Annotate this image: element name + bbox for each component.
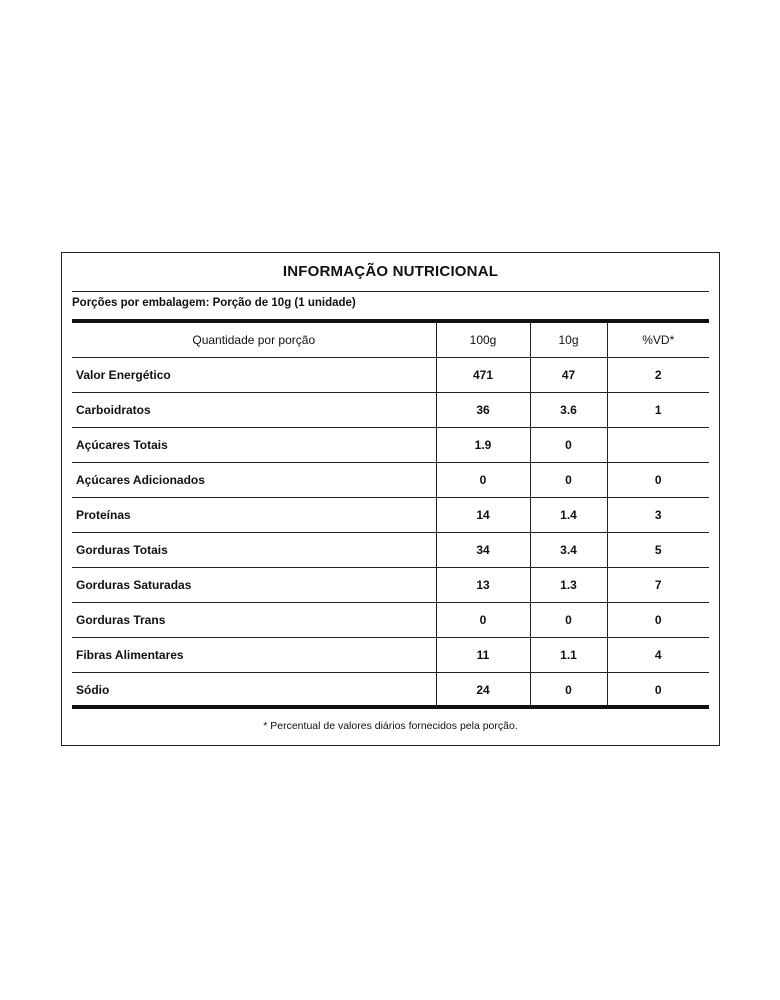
value-per-100g: 1.9: [436, 428, 530, 463]
table-row: [72, 428, 709, 463]
table-row: [72, 463, 709, 498]
value-per-portion: 0: [530, 673, 607, 708]
nutrient-name: Sódio: [76, 683, 110, 697]
value-per-portion: 0: [530, 428, 607, 463]
value-per-portion: 1.1: [530, 638, 607, 673]
nutrient-name: Gorduras Saturadas: [72, 568, 436, 603]
table-bottom-rule: [72, 705, 709, 709]
header-vd: %VD*: [607, 323, 709, 358]
table-row: [72, 393, 709, 428]
value-vd: 4: [607, 638, 709, 673]
value-per-100g: 0: [436, 603, 530, 638]
value-vd: 7: [607, 568, 709, 603]
table-row: [72, 638, 709, 673]
nutrient-name: Açúcares Adicionados: [72, 463, 436, 498]
value-per-portion: 0: [530, 603, 607, 638]
portions-info: Porções por embalagem: Porção de 10g (1 unidade): [72, 297, 356, 309]
label-title: INFORMAÇÃO NUTRICIONAL: [282, 263, 499, 280]
nutrient-name: Valor Energético: [72, 358, 436, 393]
nutrient-name: Carboidratos: [72, 393, 436, 428]
value-vd: 0: [607, 463, 709, 498]
value-per-portion: 1.3: [530, 568, 607, 603]
title-divider: [72, 291, 709, 292]
header-per-portion: 10g: [530, 323, 607, 358]
value-per-100g: 14: [436, 498, 530, 533]
value-vd: 0: [607, 603, 709, 638]
header-per-100g: 100g: [436, 323, 530, 358]
value-per-portion: 1.4: [530, 498, 607, 533]
value-vd: 5: [607, 533, 709, 568]
nutrient-name: Gorduras Trans: [72, 603, 436, 638]
value-per-100g: 0: [436, 463, 530, 498]
value-per-100g: 24: [436, 673, 530, 708]
value-vd: 3: [607, 498, 709, 533]
nutrition-table: [72, 323, 709, 707]
header-quantity: Quantidade por porção: [72, 323, 436, 358]
value-per-100g: 34: [436, 533, 530, 568]
value-per-100g: 11: [436, 638, 530, 673]
value-per-portion: 47: [530, 358, 607, 393]
value-per-portion: 3.4: [530, 533, 607, 568]
table-row: [72, 673, 709, 708]
value-per-100g: 36: [436, 393, 530, 428]
table-row: [72, 498, 709, 533]
value-per-100g: 13: [436, 568, 530, 603]
nutrient-name: Açúcares Totais: [72, 428, 436, 463]
table-header-row: [72, 323, 709, 358]
nutrient-name: Fibras Alimentares: [72, 638, 436, 673]
table-row: [72, 358, 709, 393]
nutrient-name: Proteínas: [72, 498, 436, 533]
value-per-100g: 471: [436, 358, 530, 393]
value-vd: 0: [607, 673, 709, 708]
value-per-portion: 3.6: [530, 393, 607, 428]
table-row: [72, 568, 709, 603]
nutrient-name: Gorduras Totais: [72, 533, 436, 568]
value-vd: [607, 428, 709, 463]
nutrition-facts-label: [61, 252, 720, 746]
value-vd: 1: [607, 393, 709, 428]
footnote: * Percentual de valores diários fornecidos pela porção.: [263, 720, 518, 732]
table-row: [72, 533, 709, 568]
value-vd: 2: [607, 358, 709, 393]
table-row: [72, 603, 709, 638]
value-per-portion: 0: [530, 463, 607, 498]
